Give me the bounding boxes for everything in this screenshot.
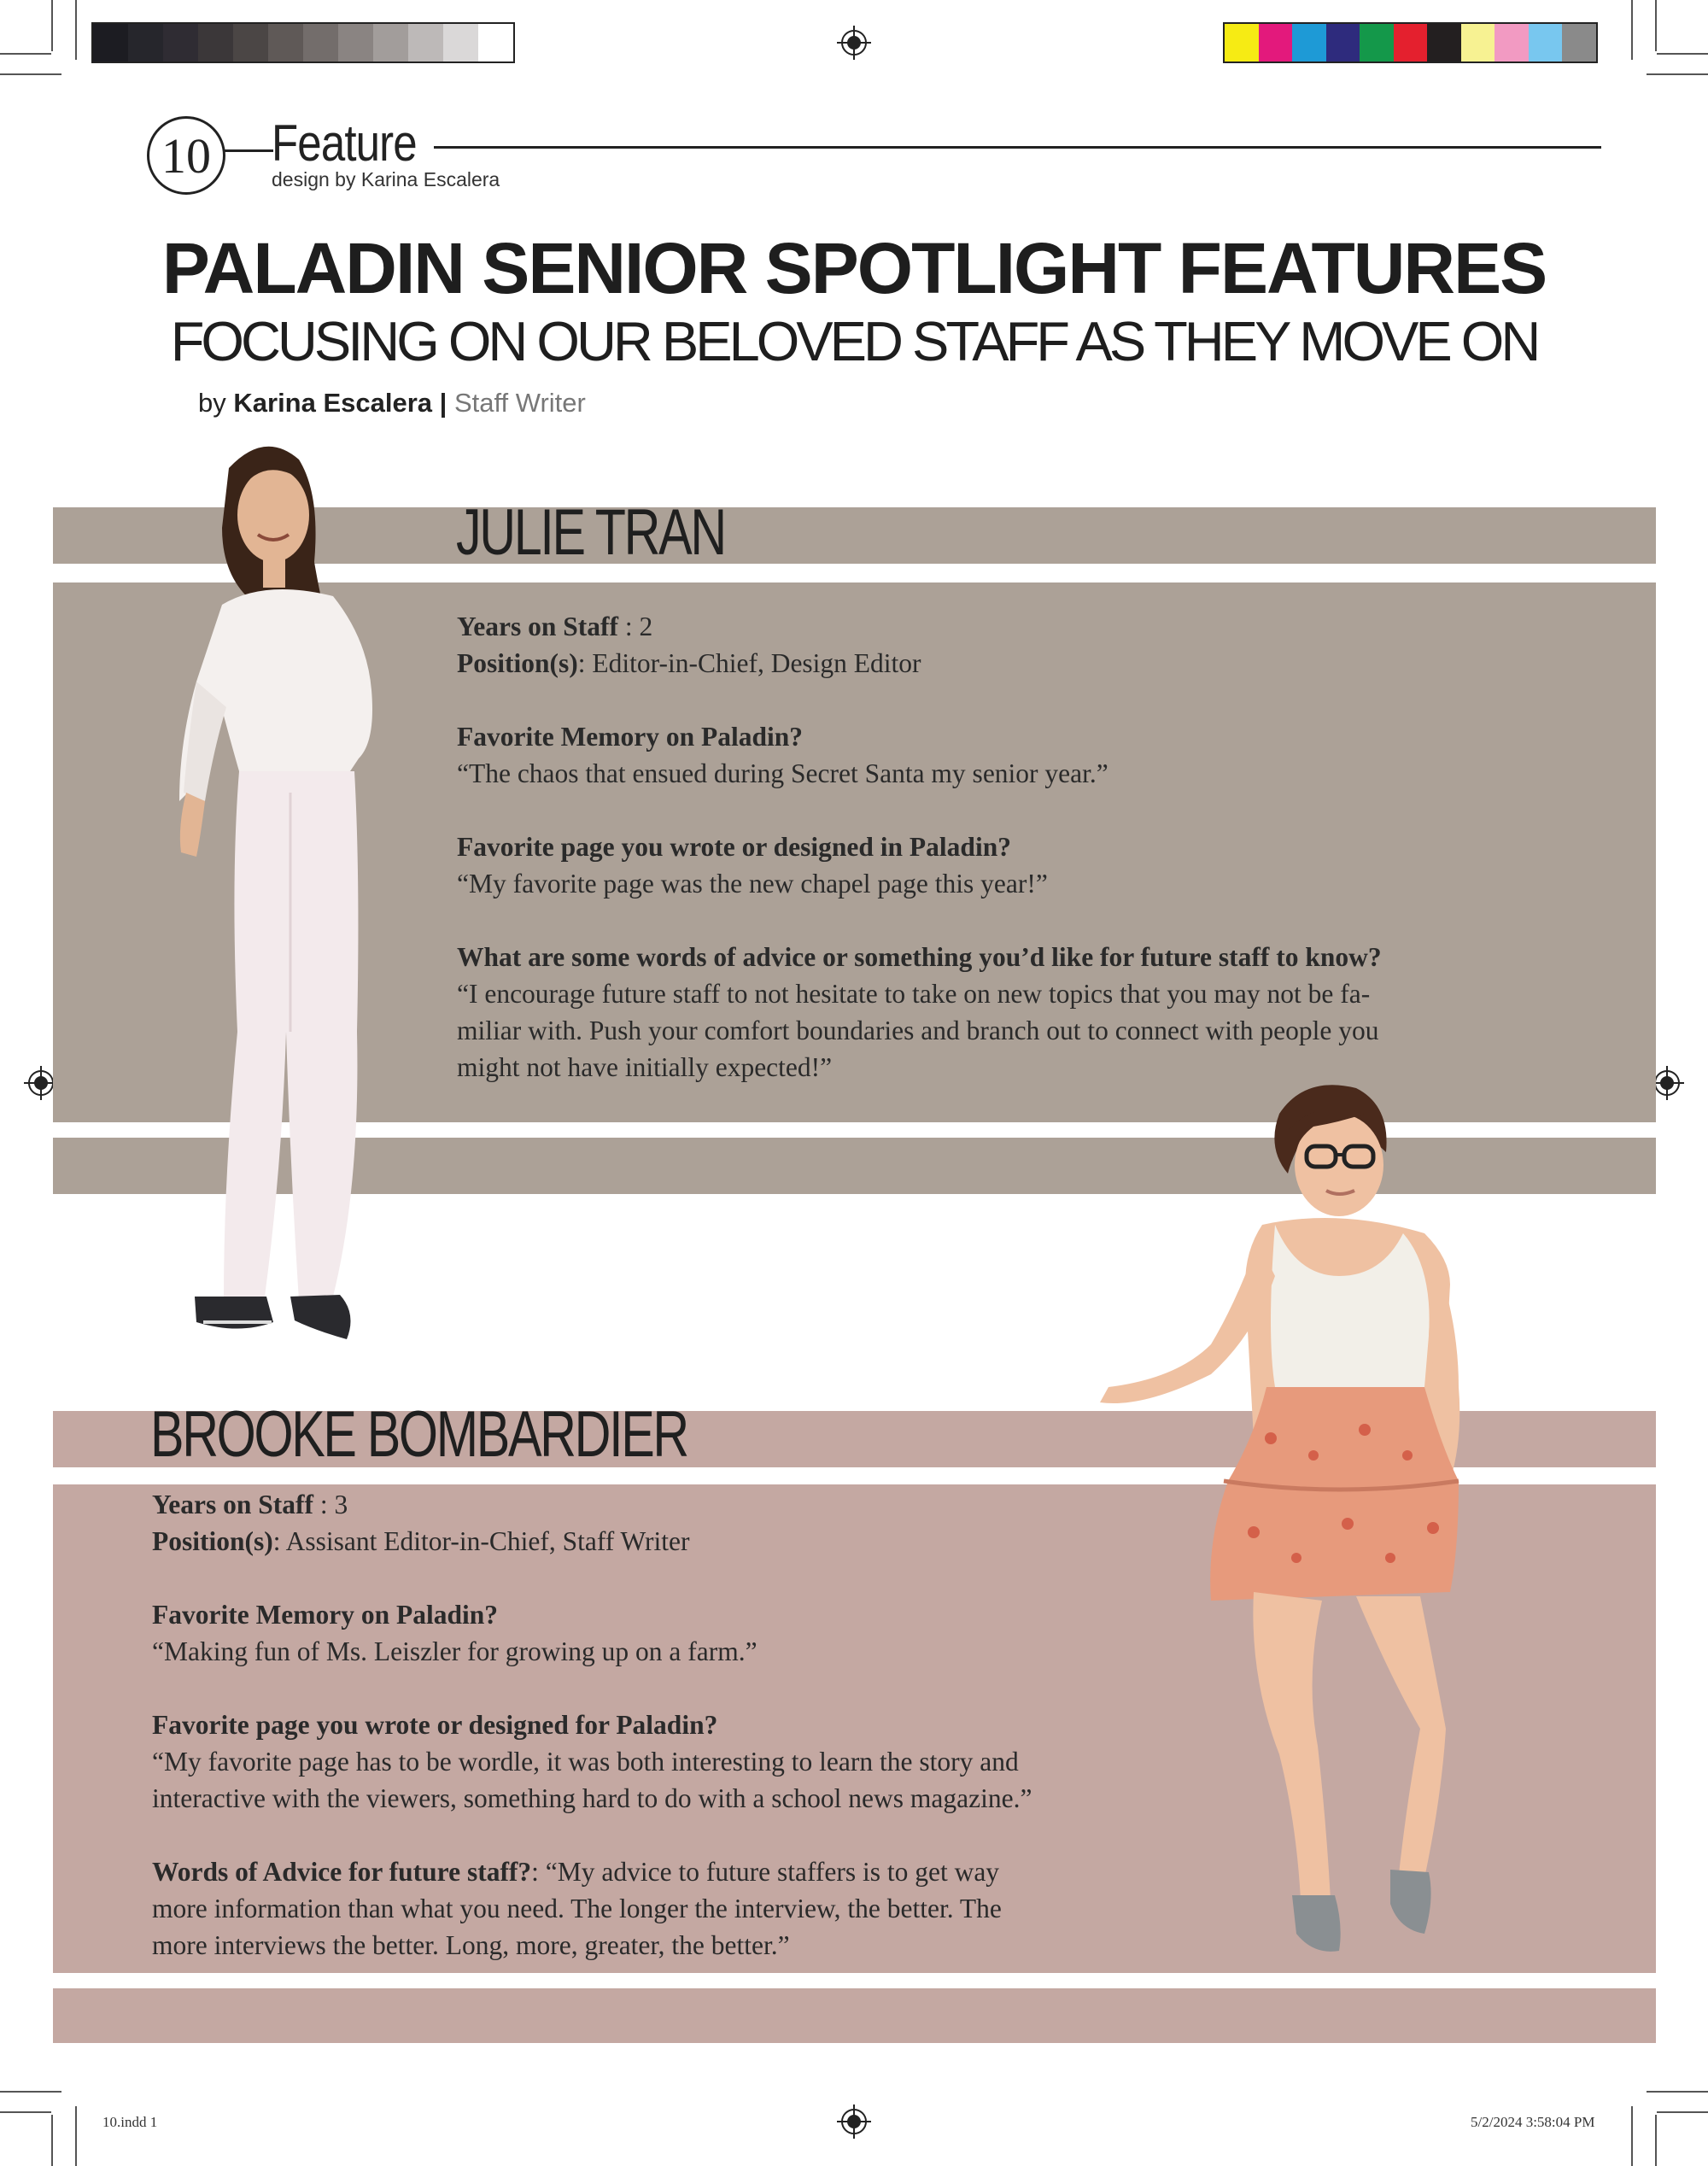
answer: miliar with. Push your comfort boundaries and branch out to connect with people you bbox=[457, 1016, 1379, 1045]
profile-2-qa bbox=[152, 1486, 1177, 1964]
crop-mark bbox=[75, 0, 77, 60]
section-label: Feature bbox=[272, 114, 417, 172]
profile-1-photo bbox=[162, 434, 384, 1373]
process-color-bar bbox=[1223, 22, 1598, 63]
registration-mark-icon bbox=[837, 2105, 871, 2139]
byline-author: Karina Escalera bbox=[233, 388, 433, 418]
crop-mark bbox=[0, 73, 61, 75]
crop-mark bbox=[1655, 2115, 1657, 2166]
value: : Assisant Editor-in-Chief, Staff Writer bbox=[272, 1526, 690, 1556]
header-rule bbox=[224, 149, 273, 152]
crop-mark bbox=[1631, 2106, 1633, 2166]
crop-mark bbox=[0, 53, 51, 55]
page-number: 10 bbox=[147, 116, 225, 195]
profile-2-photo bbox=[1083, 1080, 1527, 1968]
crop-mark bbox=[51, 0, 53, 51]
crop-mark bbox=[1655, 0, 1657, 51]
value: : 3 bbox=[313, 1490, 348, 1519]
profile-2-footer-band bbox=[53, 1988, 1656, 2043]
label: Years on Staff bbox=[457, 612, 618, 641]
question: Favorite Memory on Paladin? bbox=[152, 1600, 499, 1630]
label: Position(s) bbox=[457, 648, 578, 678]
profile-1-name: JULIE TRAN bbox=[456, 496, 725, 569]
footer-file-name: 10.indd 1 bbox=[102, 2114, 158, 2130]
profile-2-name: BROOKE BOMBARDIER bbox=[150, 1398, 687, 1471]
answer: “Making fun of Ms. Leiszler for growing up on a farm.” bbox=[152, 1636, 757, 1666]
byline-prefix: by bbox=[198, 388, 226, 418]
crop-mark bbox=[1647, 2091, 1708, 2093]
value: : Editor-in-Chief, Design Editor bbox=[577, 648, 921, 678]
subheadline: FOCUSING ON OUR BELOVED STAFF AS THEY MOVE ON bbox=[170, 310, 1538, 372]
answer: more interviews the better. Long, more, greater, the better.” bbox=[152, 1930, 790, 1960]
answer: “My favorite page was the new chapel page this year!” bbox=[457, 869, 1048, 899]
answer: “The chaos that ensued during Secret Santa my senior year.” bbox=[457, 758, 1108, 788]
answer: “I encourage future staff to not hesitate to take on new topics that you may not be fa- bbox=[457, 979, 1371, 1009]
question: Words of Advice for future staff? bbox=[152, 1857, 532, 1887]
answer: : “My advice to future staffers is to get way bbox=[531, 1857, 1000, 1887]
crop-mark bbox=[0, 2111, 51, 2113]
crop-mark bbox=[1657, 2111, 1708, 2113]
label: Position(s) bbox=[152, 1526, 273, 1556]
crop-mark bbox=[1657, 53, 1708, 55]
label: Years on Staff bbox=[152, 1490, 313, 1519]
registration-mark-icon bbox=[837, 26, 871, 60]
byline bbox=[198, 388, 586, 419]
header-rule bbox=[434, 146, 1601, 149]
design-credit: design by Karina Escalera bbox=[272, 168, 500, 190]
crop-mark bbox=[0, 2091, 61, 2093]
answer: interactive with the viewers, something hard to do with a school news magazine.” bbox=[152, 1783, 1032, 1813]
answer: “My favorite page has to be wordle, it was both interesting to learn the story and bbox=[152, 1747, 1019, 1777]
footer-timestamp: 5/2/2024 3:58:04 PM bbox=[1471, 2114, 1595, 2130]
byline-role: Staff Writer bbox=[453, 388, 586, 418]
question: Favorite page you wrote or designed in Paladin? bbox=[457, 832, 1011, 862]
grayscale-color-bar bbox=[91, 22, 515, 63]
question: What are some words of advice or something you’d like for future staff to know? bbox=[457, 942, 1382, 972]
value: : 2 bbox=[618, 612, 653, 641]
crop-mark bbox=[1631, 0, 1633, 60]
question: Favorite Memory on Paladin? bbox=[457, 722, 804, 752]
crop-mark bbox=[1647, 73, 1708, 75]
answer: more information than what you need. The longer the interview, the better. The bbox=[152, 1894, 1002, 1923]
headline: PALADIN SENIOR SPOTLIGHT FEATURES bbox=[161, 228, 1547, 308]
question: Favorite page you wrote or designed for Paladin? bbox=[152, 1710, 718, 1740]
profile-1-qa bbox=[457, 608, 1593, 1086]
crop-mark bbox=[75, 2106, 77, 2166]
answer: might not have initially expected!” bbox=[457, 1052, 833, 1082]
byline-separator: | bbox=[439, 388, 447, 418]
crop-mark bbox=[51, 2115, 53, 2166]
